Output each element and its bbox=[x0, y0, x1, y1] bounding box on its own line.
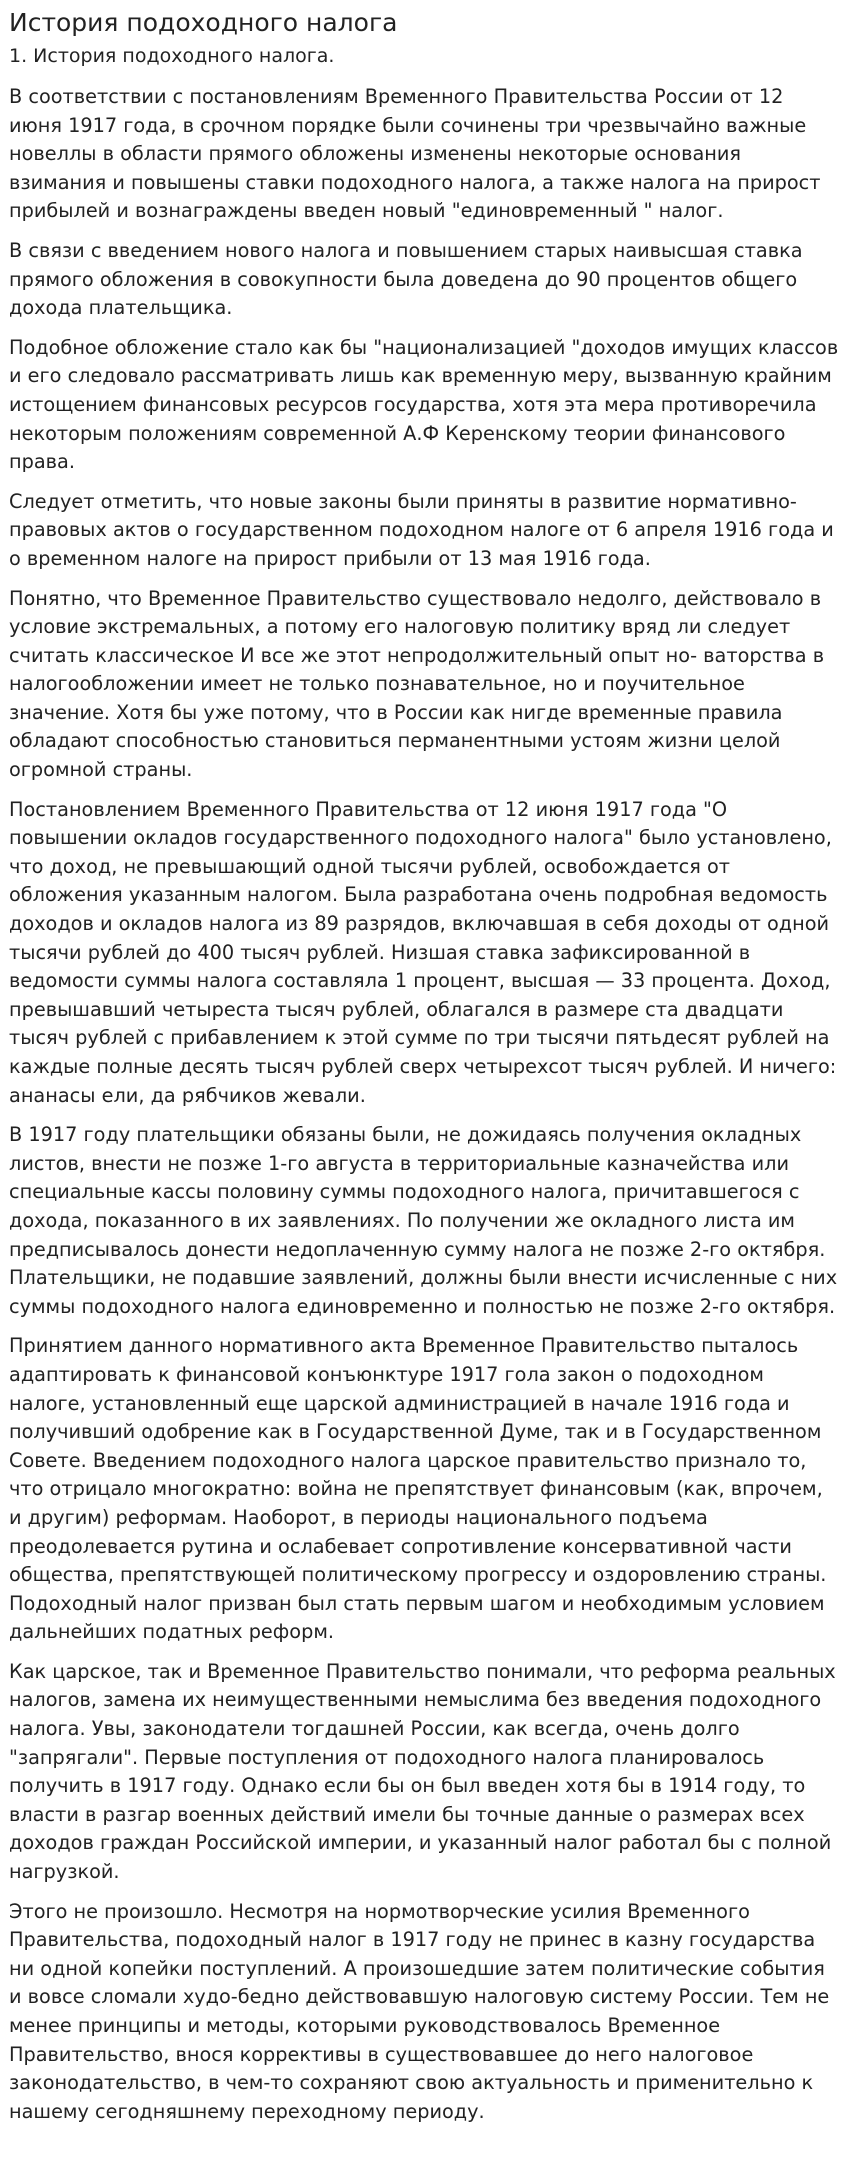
paragraph-6: Постановлением Временного Правительства от 12 июня 1917 года "О повышении окладов государственного подоходного налога" было установлено, что доход, не превышающий одной тысячи рублей, освобождается от обложения указанным налогом. Была разработана очень подробная ведомость доходов и окладов налога из 89 разрядов, включавшая в себя доходы от одной тысячи рублей до 400 тысяч рублей. Низшая ставка зафиксированной в ведомости суммы налога составляла 1 процент, высшая — 33 процента. Доход, превышавший четыреста тысяч рублей, облагался в размере ста двадцати тысяч рублей с прибавлением к этой сумме по три тысячи пятьдесят рублей на каждые полные десять тысяч рублей сверх четырехсот тысяч рублей. И ничего: ананасы ели, да рябчиков жевали. bbox=[9, 797, 837, 1107]
page-title: История подоходного налога bbox=[9, 8, 398, 37]
paragraph-2: В связи с введением нового налога и повышением старых наивысшая ставка прямого обложения в совокупности была доведена до 90 процентов общего дохода плательщика. bbox=[9, 238, 803, 320]
paragraph-9: Как царское, так и Временное Правительство понимали, что реформа реальных налогов, замена их неимущественными немыслима без введения подоходного налога. Увы, законодатели тогдашней России, как всегда, очень долго "запрягали". Первые поступления от подоходного налога планировалось получить в 1917 году. Однако если бы он был введен хотя бы в 1914 году, то власти в разгар военных действий имели бы точные данные о размерах всех доходов граждан Российской империи, и указанный налог работал бы с полной нагрузкой. bbox=[9, 1659, 836, 1884]
paragraph-10: Этого не произошло. Несмотря на нормотворческие усилия Временного Правительства, подоходный налог в 1917 году не принес в казну государства ни одной копейки поступлений. А произошедшие затем политические события и вовсе сломали худо-бедно действовавшую налоговую систему России. Тем не менее принципы и методы, которыми руководствовалось Временное Правительство, внося коррективы в существовавшее до него налоговое законодательство, в чем-то сохраняют свою актуальность и применительно к нашему сегодняшнему переходному периоду. bbox=[9, 1899, 830, 2123]
paragraph-4: Следует отметить, что новые законы были приняты в развитие нормативно-правовых актов о государственном подоходном налоге от 6 апреля 1916 года и о временном налоге на прирост прибыли от 13 мая 1916 года. bbox=[9, 489, 834, 570]
paragraph-1: В соответствии с постановлениям Временного Правительства России от 12 июня 1917 года, в срочном порядке были сочинены три чрезвычайно важные новеллы в области прямого обложены изменены некоторые основания взимания и повышены ставки подоходного налога, а также налога на прирост прибылей и вознаграждены введен новый "единовременный " налог. bbox=[9, 85, 821, 223]
section-heading: 1. История подоходного налога. bbox=[9, 45, 335, 67]
paragraph-8: Принятием данного нормативного акта Временное Правительство пыталось адаптировать к финансовой конъюнктуре 1917 гола закон о подоходном налоге, установленный еще царской администрацией в начале 1916 года и получивший одобрение как в Государственной Думе, так и в Государственном Совете. Введением подоходного налога царское правительство признало то, что отрицало многократно: война не препятствует финансовым (как, впрочем, и другим) реформам. Наоборот, в периоды национального подъема преодолевается рутина и ослабевает сопротивление консервативной части общества, препятствующей политическому прогрессу и оздоровлению страны. Подоходный налог призван был стать первым шагом и необходимым условием дальнейших податных реформ. bbox=[9, 1334, 827, 1644]
paragraph-5: Понятно, что Временное Правительство существовало недолго, действовало в условие экстремальных, а потому его налоговую политику вряд ли следует считать классическое И все же этот непродолжительный опыт но- ваторства в налогообложении имеет не только познавательное, но и поучительное значение. Хотя бы уже потому, что в России как нигде временные правила обладают способностью становиться перманентными устоям жизни целой огромной страны. bbox=[9, 586, 825, 782]
paragraph-3: Подобное обложение стало как бы "национализацией "доходов имущих классов и его следовало рассматривать лишь как временную меру, вызванную крайним истощением финансовых ресурсов государства, хотя эта мера противоречила некоторым положениям современной А.Ф Керенскому теории финансового права. bbox=[9, 335, 839, 474]
paragraph-7: В 1917 году плательщики обязаны были, не дожидаясь получения окладных листов, внести не позже 1-го августа в территориальные казначейства или специальные кассы половину суммы подоходного налога, причитавшегося с дохода, показанного в их заявлениях. По получении же окладного листа им предписывалось донести недоплаченную сумму налога не позже 2-го октября. Плательщики, не подавшие заявлений, должны были внести исчисленные с них суммы подоходного налога единовременно и полностью не позже 2-го октября. bbox=[9, 1123, 838, 1318]
